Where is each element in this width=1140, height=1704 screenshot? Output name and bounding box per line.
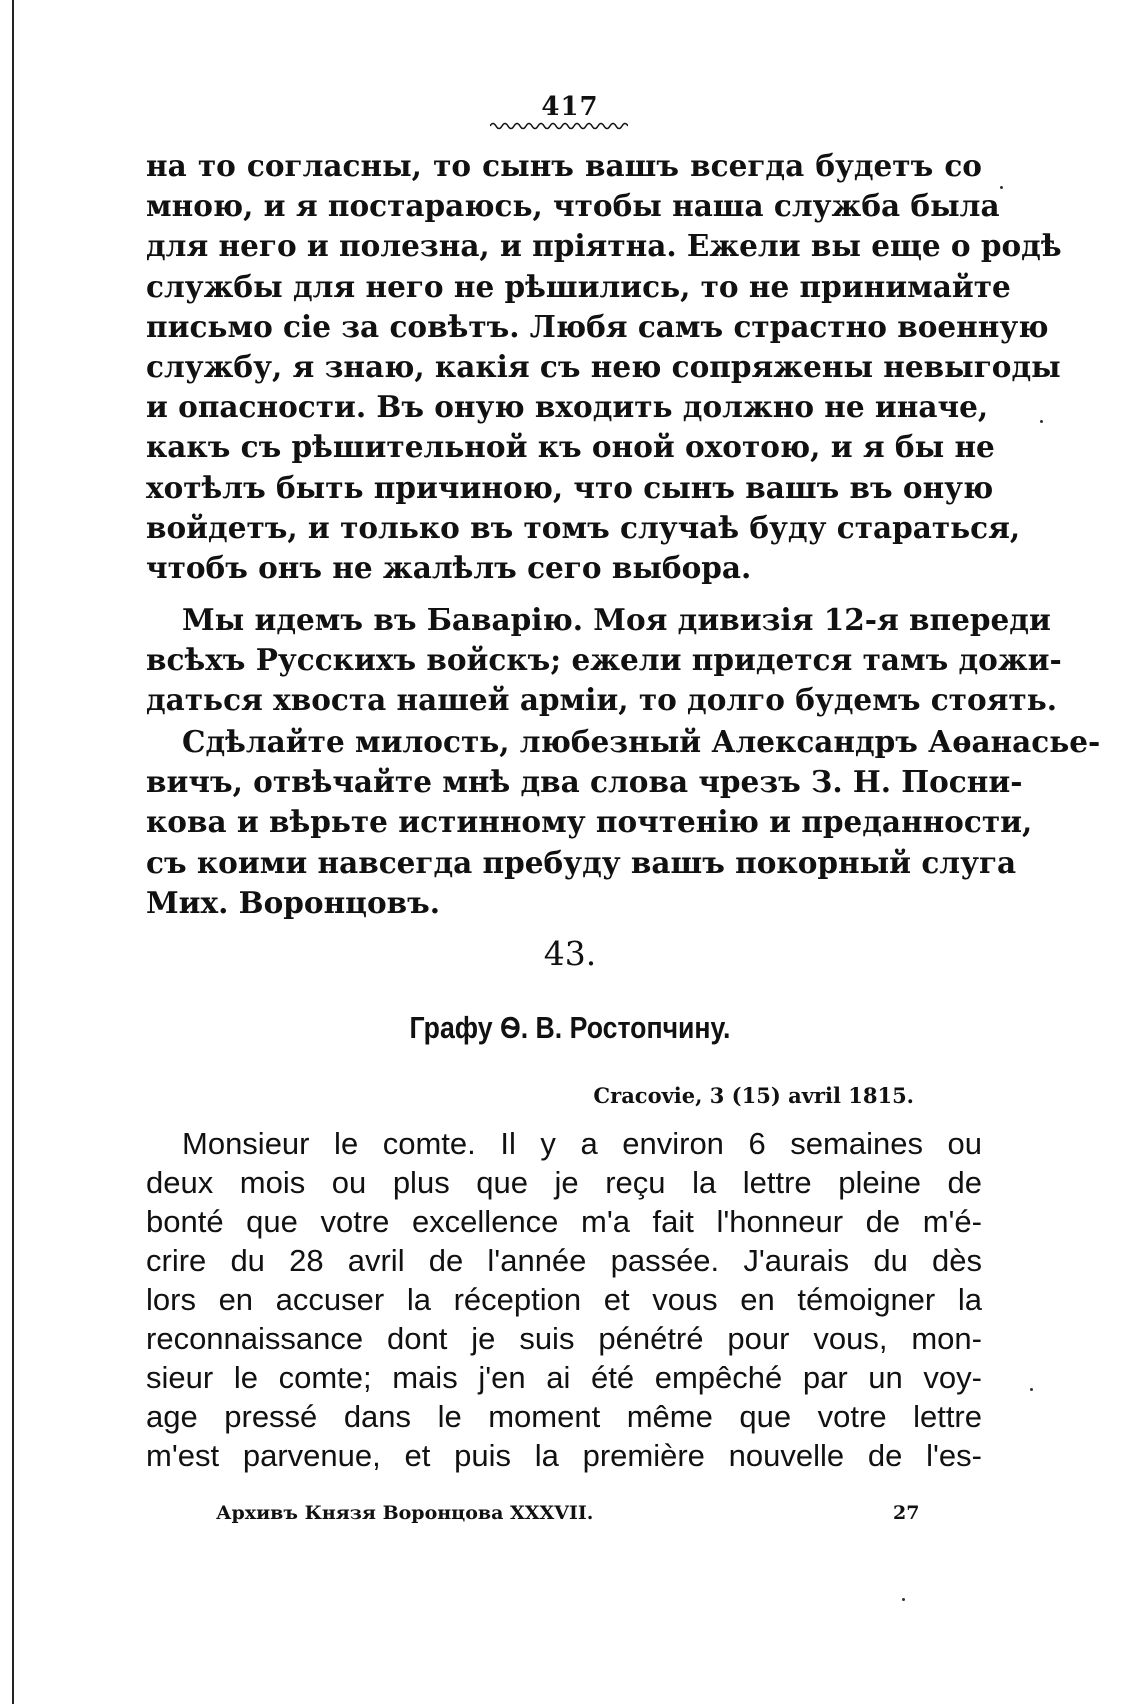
print-speck (902, 1598, 905, 1601)
text-line: crire du 28 avril de l'année passée. J'aurais du dès (146, 1243, 982, 1278)
text-line: age pressé dans le moment même que votre lettre (146, 1399, 982, 1434)
letter-addressee: Графу Ѳ. В. Ростопчину. (409, 1010, 731, 1045)
letter-42-paragraph-1 (146, 146, 1062, 588)
text-line: всѣхъ Русскихъ войскъ; ежели придется тамъ дожи- (146, 642, 1062, 678)
text-line: на то согласны, то сынъ вашъ всегда будетъ со (146, 148, 982, 183)
text-line: какъ съ рѣшительной къ оной охотою, и я бы не (146, 429, 995, 465)
text-line: lors en accuser la réception et vous en témoigner la (146, 1282, 982, 1317)
text-line: даться хвоста нашей арміи, то долго будемъ стоять. (146, 682, 1057, 718)
text-line: службу, я знаю, какія съ нею сопряжены невыгоды (146, 348, 1061, 384)
page-edge-rule (12, 0, 14, 1704)
text-line: вичъ, отвѣчайте мнѣ два слова чрезъ З. Н. Посни- (146, 764, 1023, 800)
footer-signature-title: Архивъ Князя Воронцова XXXVII. (216, 1502, 594, 1524)
text-line: m'est parvenue, et puis la première nouvelle de l'es- (146, 1438, 982, 1473)
text-line: службы для него не рѣшились, то не принимайте (146, 268, 1011, 304)
letter-42-paragraph-2 (146, 600, 1062, 721)
letter-42-paragraph-3 (146, 722, 1101, 923)
letter-43-body (146, 1124, 982, 1475)
wavy-rule-ornament (490, 120, 628, 132)
text-line: и опасности. Въ оную входить должно не иначе, (146, 389, 989, 425)
text-line: мною, и я постараюсь, чтобы наша служба была (146, 188, 1000, 224)
text-line: bonté que votre excellence m'a fait l'honneur de m'é- (146, 1204, 982, 1239)
text-line: хотѣлъ быть причиною, что сынъ вашъ въ оную (146, 469, 994, 505)
print-speck (1030, 1388, 1033, 1391)
print-speck (1040, 420, 1043, 423)
letter-number: 43. (543, 934, 597, 973)
footer-signature-number: 27 (893, 1502, 920, 1524)
signature-line: Мих. Воронцовъ. (146, 884, 441, 920)
text-line: Monsieur le comte. Il y a environ 6 semaines ou (182, 1126, 982, 1161)
text-line: sieur le comte; mais j'en ai été empêché par un voy- (146, 1360, 982, 1395)
text-line: Мы идемъ въ Баварію. Моя дивизія 12-я впереди (182, 602, 1051, 637)
text-line: reconnaissance dont je suis pénétré pour vous, mon- (146, 1321, 982, 1356)
text-line: deux mois ou plus que je reçu la lettre pleine de (146, 1165, 982, 1200)
text-line: Сдѣлайте милость, любезный Александръ Аѳанасье- (182, 724, 1101, 759)
text-line: съ коими навсегда пребуду вашъ покорный слуга (146, 844, 1017, 880)
page-number: 417 (541, 92, 599, 122)
text-line: кова и вѣрьте истинному почтенію и преданности, (146, 804, 1033, 840)
letter-dateline: Cracovie, 3 (15) avril 1815. (593, 1083, 914, 1108)
print-speck (1000, 186, 1003, 189)
text-line: письмо сіе за совѣтъ. Любя самъ страстно военную (146, 308, 1049, 344)
text-line: для него и полезна, и пріятна. Ежели вы еще о родѣ (146, 228, 1062, 264)
text-line: чтобъ онъ не жалѣлъ сего выбора. (146, 549, 752, 585)
text-line: войдетъ, и только въ томъ случаѣ буду стараться, (146, 509, 1021, 545)
